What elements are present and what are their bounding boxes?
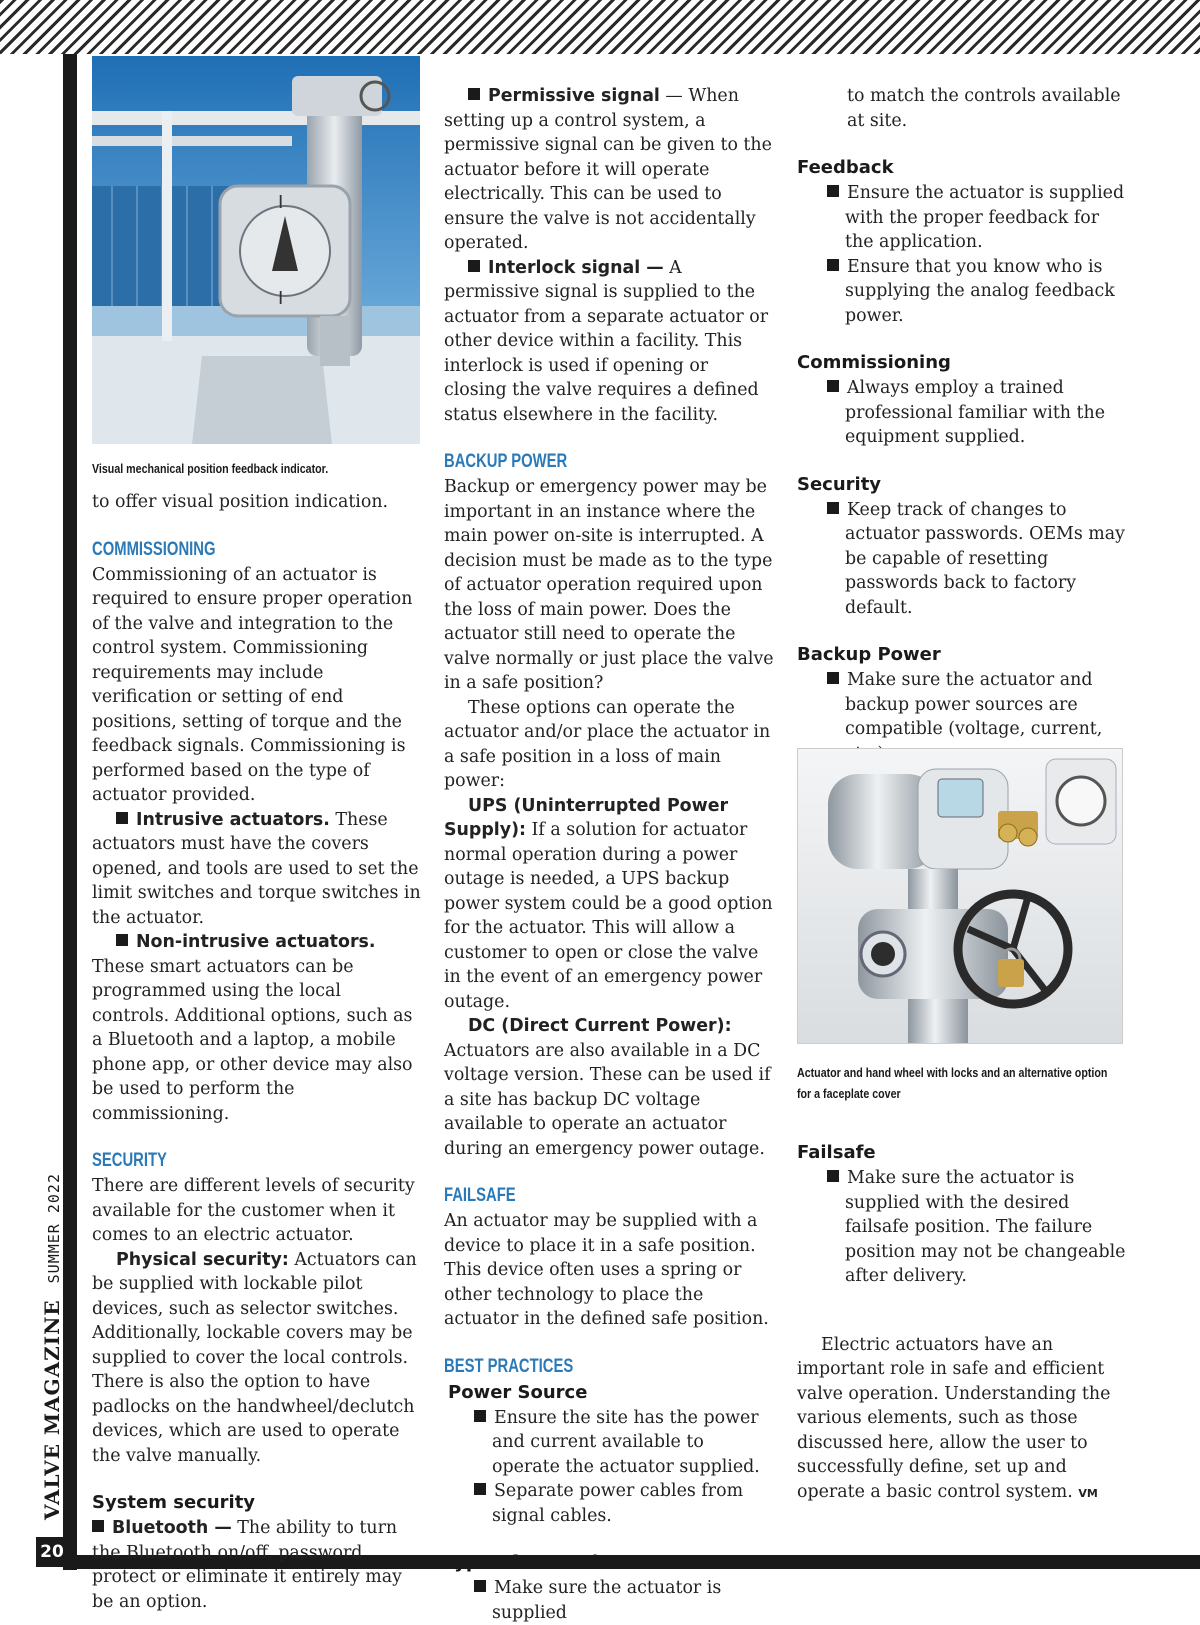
bullet-continued: to match the controls available at site. [847, 86, 1121, 131]
bullet-failsafe-1 [797, 1166, 1127, 1289]
term-interlock-signal: Interlock signal — [488, 257, 664, 278]
bullet-text: Separate power cables from signal cables. [492, 1481, 744, 1526]
bullet-text: Always employ a trained professional familiar with the equipment supplied. [845, 378, 1106, 447]
signoff-vm: VM [1078, 1486, 1098, 1500]
magazine-masthead-vertical [40, 1173, 64, 1520]
heading-security: SECURITY [92, 1150, 167, 1171]
paragraph-failsafe: An actuator may be supplied with a device to place it in a safe position. This device often uses a spring or other technology to place the actuator in the defined safe position. [444, 1211, 769, 1329]
term-intrusive: Intrusive actuators. [136, 809, 330, 830]
bullet-text: Ensure the site has the power and current available to operate the actuator supplied. [492, 1407, 760, 1477]
magazine-name: VALVE MAGAZINE [40, 1299, 64, 1520]
magazine-issue: SUMMER 2022 [45, 1173, 63, 1284]
paragraph-physical-security [92, 1248, 422, 1469]
term-bluetooth: Bluetooth — [112, 1518, 232, 1538]
bullet-square-icon [468, 260, 480, 272]
paragraph-closing [797, 1333, 1127, 1505]
term-permissive-signal: Permissive signal [488, 86, 660, 106]
bullet-text: Make sure the actuator is supplied with the desired failsafe position. The failure position may not be changeable after delivery. [845, 1168, 1126, 1286]
figure-1 [92, 56, 420, 444]
bullet-square-icon [116, 812, 128, 824]
paragraph-intrusive [92, 808, 422, 931]
bullet-type-of-controls-1 [444, 1576, 774, 1625]
subheading-backup-power: Backup Power [797, 644, 941, 665]
subheading-security: Security [797, 473, 882, 495]
paragraph-commissioning: Commissioning of an actuator is required to ensure proper operation of the valve and integration to the control system. Commissioning requirements may include verification or setting of end positions, setting of torque and the feedback signals. Commissioning is performed based on the type of actuator provided. [92, 564, 413, 805]
subheading-feedback: Feedback [797, 157, 894, 178]
bullet-square-icon [827, 502, 839, 514]
subheading-type-of-controls: Type of Controls [444, 1552, 609, 1573]
paragraph-ups [444, 794, 774, 1015]
text-interlock-signal: A permissive signal is supplied to the actuator from a separate actuator or other device within a facility. This interlock is used if opening or closing the valve requires a defined status elsewhere in the facility. [444, 257, 769, 425]
paragraph-options: These options can operate the actuator and/or place the actuator in a safe position in a loss of main power: [444, 697, 771, 791]
subheading-system-security: System security [92, 1492, 256, 1513]
paragraph-continued: to offer visual position indication. [92, 492, 389, 512]
bullet-text: Make sure the actuator is supplied [492, 1578, 722, 1623]
bullet-square-icon [827, 380, 839, 392]
actuator-photo-1 [92, 56, 420, 444]
text-physical-security: Actuators can be supplied with lockable pilot devices, such as selector switches. Additionally, lockable covers may be supplied to cover the local controls. There is also the option to have padlocks on the handwheel/declutch devices, which are used to operate the valve manually. [92, 1249, 417, 1466]
bullet-feedback-2 [797, 255, 1127, 329]
term-dc: DC (Direct Current Power): [468, 1016, 732, 1036]
heading-failsafe: FAILSAFE [444, 1185, 516, 1206]
column-2 [444, 84, 774, 1625]
column-1 [92, 490, 422, 1614]
figure-1-caption: Visual mechanical position feedback indicator. [92, 461, 329, 476]
bullet-security-1 [797, 498, 1127, 621]
text-closing: Electric actuators have an important role in safe and efficient valve operation. Understanding the various elements, such as those discussed here, allow the user to successfully define, set up and operate a basic control system. [797, 1334, 1111, 1502]
heading-backup-power: BACKUP POWER [444, 451, 568, 472]
bullet-feedback-1 [797, 181, 1127, 255]
bullet-text: Keep track of changes to actuator passwords. OEMs may be capable of resetting passwords back to factory default. [845, 499, 1125, 618]
bullet-text: Make sure the actuator and backup power sources are compatible (voltage, current, [845, 670, 1103, 739]
bullet-square-icon [116, 934, 128, 946]
svg-text:I: I [278, 192, 284, 213]
bullet-square-icon [827, 259, 839, 271]
bullet-square-icon [468, 88, 480, 100]
paragraph-permissive-signal [444, 84, 774, 256]
paragraph-bluetooth [92, 1516, 422, 1614]
paragraph-dc [444, 1014, 774, 1161]
actuator-photo-2 [798, 749, 1122, 1043]
column-3-lower [797, 1140, 1127, 1504]
text-dc: Actuators are also available in a DC voltage version. These can be used if a site has backup DC voltage available to operate an actuator during an emergency power outage. [444, 1040, 771, 1159]
column-3 [797, 84, 1127, 766]
figure-2-caption-line-1: Actuator and hand wheel with locks and an alternative option [797, 1065, 1108, 1080]
figure-2-caption [797, 1062, 1176, 1104]
text-nonintrusive: These smart actuators can be programmed using the local controls. Additional options, such as a Bluetooth and a laptop, a mobile phone app, or other device may also be used to perform the commissioning. [92, 956, 413, 1124]
paragraph-security: There are different levels of security available for the customer when it comes to an electric actuator. [92, 1176, 415, 1245]
bullet-square-icon [474, 1483, 486, 1495]
bullet-square-icon [827, 672, 839, 684]
term-nonintrusive: Non-intrusive actuators. [136, 932, 376, 952]
paragraph-nonintrusive [92, 930, 422, 1126]
bullet-square-icon [827, 185, 839, 197]
text-permissive-signal: — When setting up a control system, a permissive signal can be given to the actuator before it will operate electrically. This can be used to ensure the valve is not accidentally operated. [444, 86, 772, 253]
text-bluetooth: The ability to turn the Bluetooth on/off, password protect or eliminate it entirely may be an option. [92, 1518, 402, 1612]
heading-commissioning: COMMISSIONING [92, 538, 216, 560]
text-intrusive: These actuators must have the covers opened, and tools are used to set the limit switches and torque switches in the actuator. [92, 809, 421, 928]
figure-2-caption-line-2: for a faceplate cover [797, 1086, 901, 1101]
page-spine-bar [63, 54, 77, 1570]
svg-text:I: I [278, 288, 284, 309]
paragraph-interlock-signal [444, 256, 774, 428]
subheading-failsafe: Failsafe [797, 1142, 876, 1163]
page-number: 20 [36, 1537, 68, 1567]
bullet-square-icon [92, 1520, 104, 1532]
term-physical-security: Physical security: [116, 1249, 289, 1270]
bullet-square-icon [474, 1410, 486, 1422]
paragraph-backup-power: Backup or emergency power may be important in an instance where the main power on-site is interrupted. A decision must be made as to the type of actuator operation required upon the loss of main power. Does the actuator still need to operate the valve normally or just place the valve in a safe position? [444, 477, 774, 693]
header-stripes [0, 0, 1200, 54]
bullet-power-source-1 [444, 1406, 774, 1480]
text-ups: If a solution for actuator normal operation during a power outage is needed, a UPS backup power system could be a good option for the actuator. This will allow a customer to open or close the valve in the event of an emergency power outage. [444, 820, 773, 1012]
bullet-square-icon [827, 1170, 839, 1182]
bullet-square-icon [474, 1580, 486, 1592]
term-ups: UPS (Uninterrupted Power Supply): [444, 795, 729, 840]
heading-best-practices: BEST PRACTICES [444, 1355, 574, 1377]
bullet-text: Ensure the actuator is supplied with the proper feedback for the application. [845, 183, 1125, 252]
bullet-commissioning-1 [797, 376, 1127, 450]
bullet-text: Ensure that you know who is supplying the analog feedback power. [845, 256, 1115, 326]
subheading-commissioning: Commissioning [797, 352, 951, 373]
figure-2 [797, 748, 1123, 1044]
subheading-power-source: Power Source [448, 1381, 588, 1403]
bullet-power-source-2 [444, 1479, 774, 1528]
